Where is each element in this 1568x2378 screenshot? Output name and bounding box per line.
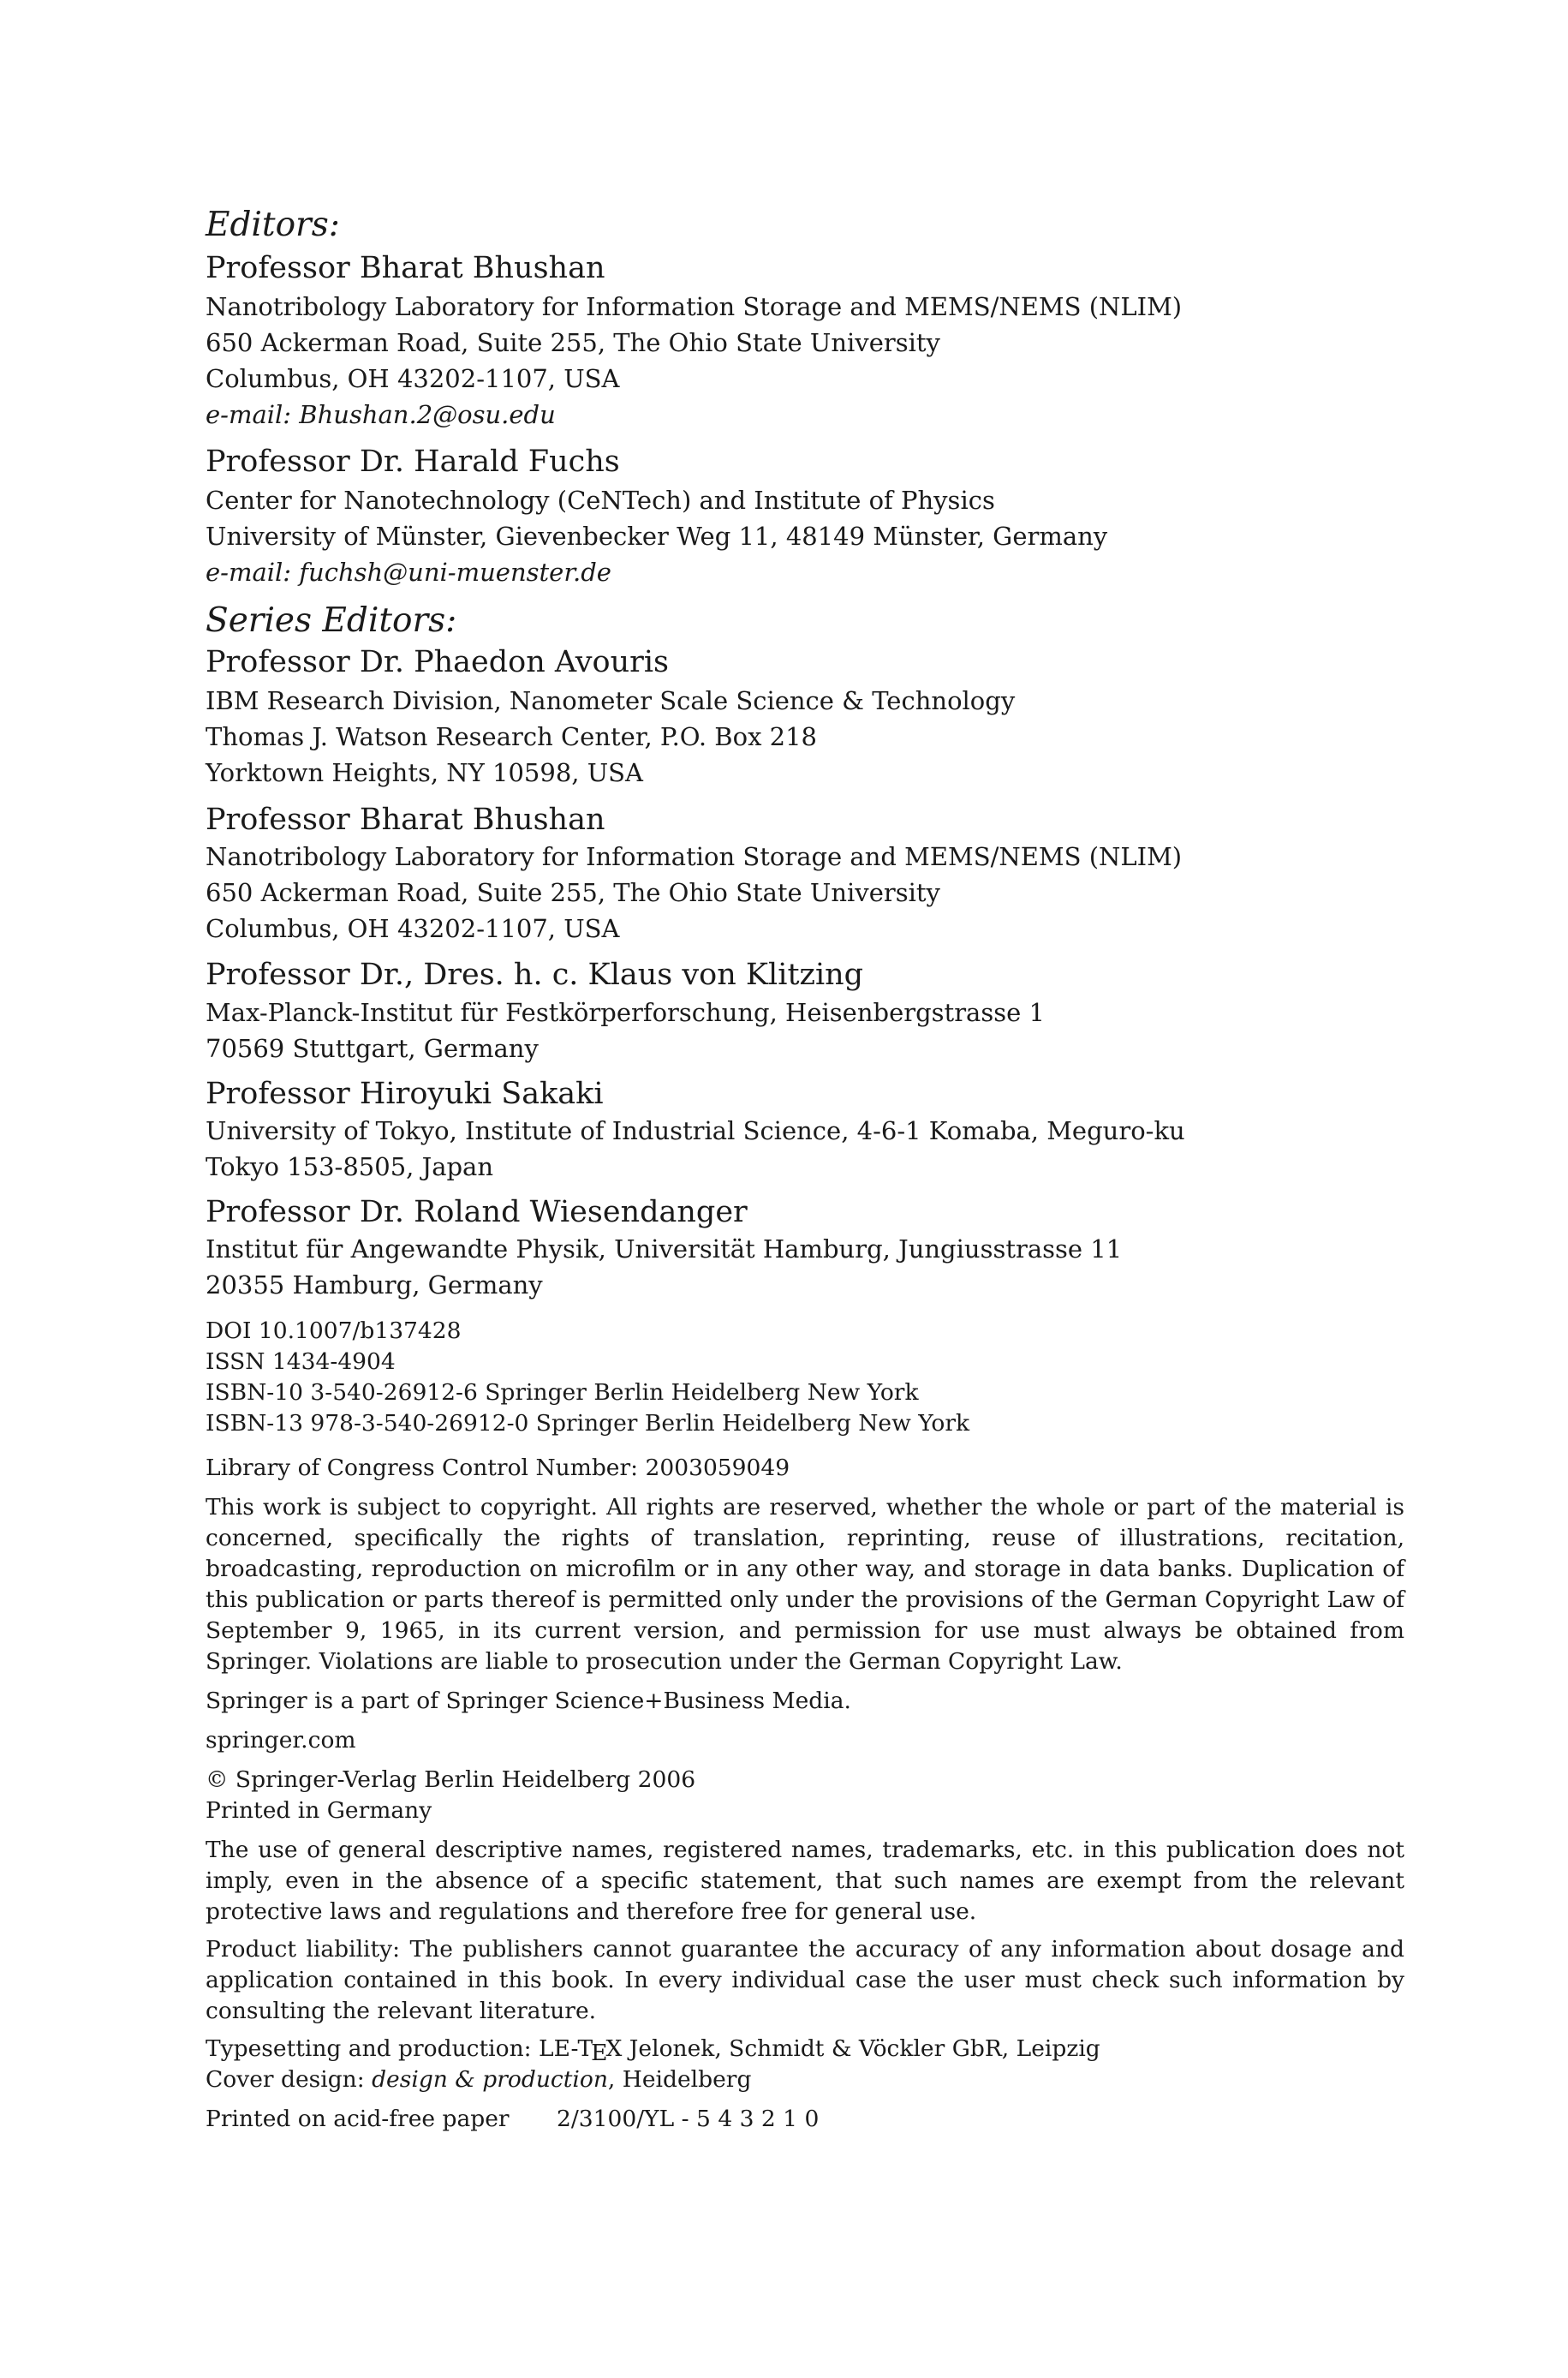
printed-in: Printed in Germany [206,1797,432,1824]
series-editor-affiliation-line: Columbus, OH 43202-1107, USA [206,914,620,943]
trademark-notice: The use of general descriptive names, registered names, trademarks, etc. in this publication does not imply, even in the absence of a specific statement, that such names are exempt from the relevant protective laws and regulations and therefore free for general use. [206,1837,1404,1925]
cover-design-prefix: Cover design: [206,2066,373,2093]
copyright-notice: This work is subject to copyright. All rights are reserved, whether the whole or part of the material is concerned, specifically the rights of translation, reprinting, reuse of illustrations, recitation, broadcasting, reproduction on microfilm or in any other way, and storage in data banks. Duplication of this publication or parts thereof is permitted only under the provisions of the German Copyright Law of September 9, 1965, in its current version, and permission for use must always be obtained from Springer. Violations are liable to prosecution under the German Copyright Law. [206,1494,1404,1675]
lccn: Library of Congress Control Number: 2003059049 [206,1455,790,1481]
editor-affiliation-line: Nanotribology Laboratory for Information Storage and MEMS/NEMS (NLIM) [206,292,1183,321]
series-editor-affiliation-line: Institut für Angewandte Physik, Universität Hamburg, Jungiusstrasse 11 [206,1234,1123,1264]
series-editor-affiliation-line: Nanotribology Laboratory for Information Storage and MEMS/NEMS (NLIM) [206,842,1183,871]
typesetting-prefix: Typesetting and production: LE-T [206,2035,593,2062]
series-editor-name: Professor Bharat Bhushan [206,803,605,837]
series-editors-heading: Series Editors: [206,601,457,640]
typesetting-suffix: X Jelonek, Schmidt & Vöckler GbR, Leipzig [605,2035,1100,2062]
printing-code: 2/3100/YL - 5 4 3 2 1 0 [557,2106,820,2132]
typesetting-credit [206,2034,1100,2064]
series-editor-affiliation-line: 20355 Hamburg, Germany [206,1270,543,1300]
paper-label: Printed on acid-free paper [206,2106,510,2132]
editor-affiliation-line: University of Münster, Gievenbecker Weg 11, 48149 Münster, Germany [206,522,1108,551]
editor-affiliation-line: Center for Nanotechnology (CeNTech) and Institute of Physics [206,486,995,515]
series-editor-affiliation-line: Tokyo 153-8505, Japan [206,1152,494,1181]
website: springer.com [206,1727,356,1754]
editor-email: e-mail: Bhushan.2@osu.edu [206,400,556,429]
editor-email: e-mail: fuchsh@uni-muenster.de [206,558,611,587]
series-editor-name: Professor Dr. Phaedon Avouris [206,645,670,679]
editor-name: Professor Bharat Bhushan [206,251,605,285]
liability-notice: Product liability: The publishers cannot guarantee the accuracy of any information about dosage and application contained in this book. In every individual case the user must check such information by consulting the relevant literature. [206,1936,1404,2024]
series-editor-affiliation-line: 70569 Stuttgart, Germany [206,1034,539,1063]
copyright-line: © Springer-Verlag Berlin Heidelberg 2006 [206,1766,696,1793]
series-editor-affiliation-line: University of Tokyo, Institute of Industrial Science, 4-6-1 Komaba, Meguro-ku [206,1116,1185,1145]
cover-design-suffix: , Heidelberg [607,2066,752,2093]
isbn-10: ISBN-10 3-540-26912-6 Springer Berlin Heidelberg New York [206,1379,919,1406]
issn: ISSN 1434-4904 [206,1348,396,1375]
cover-design-credit [206,2064,751,2095]
editors-heading: Editors: [206,206,340,244]
isbn-13: ISBN-13 978-3-540-26912-0 Springer Berlin Heidelberg New York [206,1410,970,1437]
editor-name: Professor Dr. Harald Fuchs [206,445,620,479]
springer-part-statement: Springer is a part of Springer Science+Business Media. [206,1688,851,1714]
series-editor-affiliation-line: Max-Planck-Institut für Festkörperforschung, Heisenbergstrasse 1 [206,998,1045,1027]
tex-e-glyph: E [591,2040,608,2066]
cover-design-studio: design & production [372,2066,608,2093]
editor-affiliation-line: Columbus, OH 43202-1107, USA [206,364,620,393]
series-editor-affiliation-line: Thomas J. Watson Research Center, P.O. Box 218 [206,722,817,751]
series-editor-affiliation-line: IBM Research Division, Nanometer Scale Science & Technology [206,686,1016,715]
doi: DOI 10.1007/b137428 [206,1317,462,1344]
paper-line [206,2104,819,2135]
series-editor-affiliation-line: 650 Ackerman Road, Suite 255, The Ohio State University [206,878,940,907]
series-editor-name: Professor Dr. Roland Wiesendanger [206,1195,748,1229]
editor-affiliation-line: 650 Ackerman Road, Suite 255, The Ohio State University [206,328,940,357]
series-editor-name: Professor Dr., Dres. h. c. Klaus von Klitzing [206,958,864,992]
series-editor-affiliation-line: Yorktown Heights, NY 10598, USA [206,758,643,787]
series-editor-name: Professor Hiroyuki Sakaki [206,1077,604,1111]
